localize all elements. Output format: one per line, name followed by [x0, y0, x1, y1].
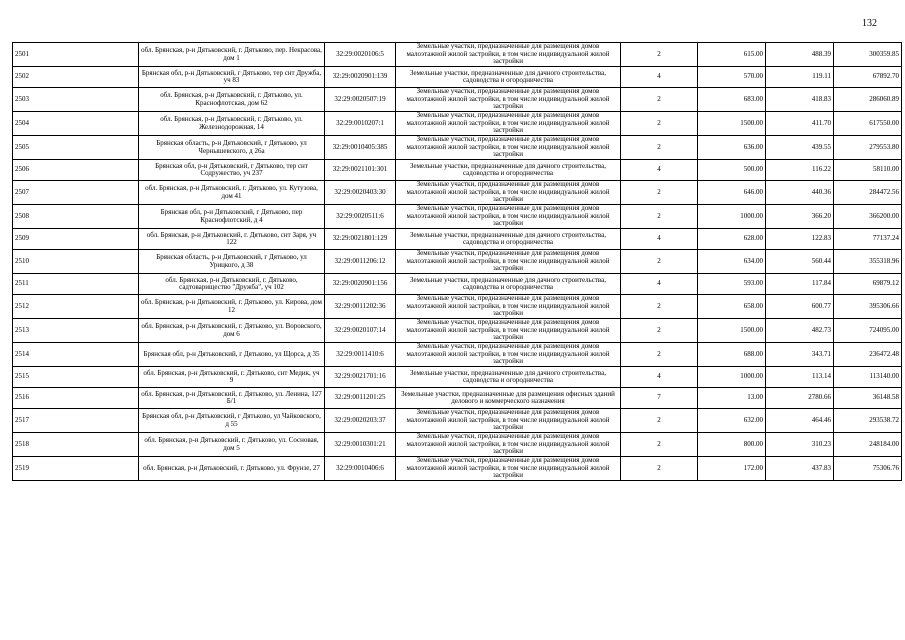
cadastral-value-cell: 355318.96 — [834, 250, 902, 274]
area-cell: 1500.00 — [698, 319, 766, 343]
permitted-use-cell: Земельные участки, предназначенные для размещения домов малоэтажной жилой застройки, в том числе индивидуальной жилой застройки — [396, 319, 621, 343]
cadastral-value-cell: 67892.70 — [834, 67, 902, 88]
row-number-cell: 2508 — [13, 205, 139, 229]
address-cell: Брянская обл, р-н Дятьковский, г Дятьково, тер снт Дружба, уч 83 — [139, 67, 325, 88]
cadastral-number-cell: 32:29:0011206:12 — [325, 250, 396, 274]
specific-value-cell: 464.46 — [766, 409, 834, 433]
cadastral-value-cell: 279553.80 — [834, 136, 902, 160]
group-cell: 2 — [621, 319, 698, 343]
group-cell: 2 — [621, 295, 698, 319]
specific-value-cell: 343.71 — [766, 343, 834, 367]
table-row — [13, 205, 902, 229]
group-cell: 2 — [621, 181, 698, 205]
cadastral-value-cell: 395306.66 — [834, 295, 902, 319]
area-cell: 683.00 — [698, 88, 766, 112]
permitted-use-cell: Земельные участки, предназначенные для дачного строительства, садоводства и огородничества — [396, 160, 621, 181]
table-row — [13, 136, 902, 160]
address-cell: обл. Брянская, р-н Дятьковский, г. Дятьково, снт Заря, уч 122 — [139, 229, 325, 250]
cadastral-number-cell: 32:29:0011410:6 — [325, 343, 396, 367]
row-number-cell: 2507 — [13, 181, 139, 205]
area-cell: 628.00 — [698, 229, 766, 250]
table-row — [13, 295, 902, 319]
table-row — [13, 367, 902, 388]
area-cell: 1500.00 — [698, 112, 766, 136]
area-cell: 593.00 — [698, 274, 766, 295]
specific-value-cell: 418.83 — [766, 88, 834, 112]
cadastral-value-cell: 366200.00 — [834, 205, 902, 229]
table-row — [13, 274, 902, 295]
row-number-cell: 2516 — [13, 388, 139, 409]
group-cell: 2 — [621, 88, 698, 112]
specific-value-cell: 560.44 — [766, 250, 834, 274]
address-cell: обл. Брянская, р-н Дятьковский, г. Дятьково, пер. Некрасова, дом 1 — [139, 43, 325, 67]
cadastral-number-cell: 32:29:0020901:139 — [325, 67, 396, 88]
row-number-cell: 2506 — [13, 160, 139, 181]
group-cell: 7 — [621, 388, 698, 409]
cadastral-value-cell: 77137.24 — [834, 229, 902, 250]
group-cell: 2 — [621, 457, 698, 481]
cadastral-number-cell: 32:29:0021101:301 — [325, 160, 396, 181]
permitted-use-cell: Земельные участки, предназначенные для размещения домов малоэтажной жилой застройки, в том числе индивидуальной жилой застройки — [396, 343, 621, 367]
area-cell: 500.00 — [698, 160, 766, 181]
table-row — [13, 112, 902, 136]
specific-value-cell: 117.84 — [766, 274, 834, 295]
cadastral-number-cell: 32:29:0020901:156 — [325, 274, 396, 295]
area-cell: 570.00 — [698, 67, 766, 88]
address-cell: обл. Брянская, р-н Дятьковский, г. Дятьково, ул. Краснофлотская, дом 62 — [139, 88, 325, 112]
specific-value-cell: 488.39 — [766, 43, 834, 67]
cadastral-value-cell: 69879.12 — [834, 274, 902, 295]
permitted-use-cell: Земельные участки, предназначенные для дачного строительства, садоводства и огородничества — [396, 229, 621, 250]
row-number-cell: 2501 — [13, 43, 139, 67]
table-row — [13, 409, 902, 433]
cadastral-value-cell: 293538.72 — [834, 409, 902, 433]
address-cell: Брянская обл, р-н Дятьковский, г Дятьково, ул Чайковского, д 55 — [139, 409, 325, 433]
specific-value-cell: 2780.66 — [766, 388, 834, 409]
area-cell: 1000.00 — [698, 367, 766, 388]
specific-value-cell: 122.83 — [766, 229, 834, 250]
row-number-cell: 2504 — [13, 112, 139, 136]
specific-value-cell: 411.70 — [766, 112, 834, 136]
area-cell: 615.00 — [698, 43, 766, 67]
row-number-cell: 2519 — [13, 457, 139, 481]
group-cell: 2 — [621, 250, 698, 274]
cadastral-value-cell: 724095.00 — [834, 319, 902, 343]
area-cell: 688.00 — [698, 343, 766, 367]
permitted-use-cell: Земельные участки, предназначенные для дачного строительства, садоводства и огородничества — [396, 367, 621, 388]
permitted-use-cell: Земельные участки, предназначенные для размещения домов малоэтажной жилой застройки, в том числе индивидуальной жилой застройки — [396, 433, 621, 457]
row-number-cell: 2518 — [13, 433, 139, 457]
cadastral-number-cell: 32:29:0020106:5 — [325, 43, 396, 67]
row-number-cell: 2502 — [13, 67, 139, 88]
cadastral-value-cell: 113140.00 — [834, 367, 902, 388]
specific-value-cell: 310.23 — [766, 433, 834, 457]
area-cell: 658.00 — [698, 295, 766, 319]
table-row — [13, 388, 902, 409]
table-row — [13, 343, 902, 367]
address-cell: обл. Брянская, р-н Дятьковский, г. Дятьково, ул. Фрунзе, 27 — [139, 457, 325, 481]
permitted-use-cell: Земельные участки, предназначенные для размещения домов малоэтажной жилой застройки, в том числе индивидуальной жилой застройки — [396, 88, 621, 112]
table-row — [13, 457, 902, 481]
specific-value-cell: 482.73 — [766, 319, 834, 343]
group-cell: 2 — [621, 205, 698, 229]
cadastral-number-cell: 32:29:0010406:6 — [325, 457, 396, 481]
row-number-cell: 2517 — [13, 409, 139, 433]
row-number-cell: 2510 — [13, 250, 139, 274]
cadastral-value-cell: 617550.00 — [834, 112, 902, 136]
permitted-use-cell: Земельные участки, предназначенные для размещения домов малоэтажной жилой застройки, в том числе индивидуальной жилой застройки — [396, 181, 621, 205]
group-cell: 4 — [621, 229, 698, 250]
group-cell: 4 — [621, 274, 698, 295]
cadastral-number-cell: 32:29:0020107:14 — [325, 319, 396, 343]
permitted-use-cell: Земельные участки, предназначенные для дачного строительства, садоводства и огородничества — [396, 67, 621, 88]
cadastral-number-cell: 32:29:0020511:6 — [325, 205, 396, 229]
cadastral-value-cell: 248184.00 — [834, 433, 902, 457]
cadastral-value-cell: 284472.56 — [834, 181, 902, 205]
address-cell: обл. Брянская, р-н Дятьковский, г. Дятьково, ул. Сосновая, дом 5 — [139, 433, 325, 457]
cadastral-number-cell: 32:29:0021801:129 — [325, 229, 396, 250]
address-cell: Брянская обл, р-н Дятьковский, г Дятьково, ул Щорса, д 35 — [139, 343, 325, 367]
permitted-use-cell: Земельные участки, предназначенные для размещения домов малоэтажной жилой застройки, в том числе индивидуальной жилой застройки — [396, 457, 621, 481]
area-cell: 632.00 — [698, 409, 766, 433]
specific-value-cell: 113.14 — [766, 367, 834, 388]
address-cell: обл. Брянская, р-н Дятьковский, г. Дятьково, ул. Железнодорожная, 14 — [139, 112, 325, 136]
cadastral-number-cell: 32:29:0020403:30 — [325, 181, 396, 205]
row-number-cell: 2513 — [13, 319, 139, 343]
specific-value-cell: 439.55 — [766, 136, 834, 160]
group-cell: 2 — [621, 433, 698, 457]
table-row — [13, 88, 902, 112]
area-cell: 636.00 — [698, 136, 766, 160]
table-row — [13, 67, 902, 88]
address-cell: обл. Брянская, р-н Дятьковский, г. Дятьково, ул. Воровского, дом 6 — [139, 319, 325, 343]
permitted-use-cell: Земельные участки, предназначенные для размещения домов малоэтажной жилой застройки, в том числе индивидуальной жилой застройки — [396, 295, 621, 319]
specific-value-cell: 366.20 — [766, 205, 834, 229]
group-cell: 4 — [621, 367, 698, 388]
permitted-use-cell: Земельные участки, предназначенные для дачного строительства, садоводства и огородничества — [396, 274, 621, 295]
table-row — [13, 43, 902, 67]
cadastral-number-cell: 32:29:0010301:21 — [325, 433, 396, 457]
area-cell: 800.00 — [698, 433, 766, 457]
row-number-cell: 2514 — [13, 343, 139, 367]
table-row — [13, 229, 902, 250]
cadastral-value-cell: 58110.00 — [834, 160, 902, 181]
table-row — [13, 319, 902, 343]
permitted-use-cell: Земельные участки, предназначенные для размещения офисных зданий делового и коммерческого назначения — [396, 388, 621, 409]
table-row — [13, 181, 902, 205]
cadastral-value-cell: 236472.48 — [834, 343, 902, 367]
permitted-use-cell: Земельные участки, предназначенные для размещения домов малоэтажной жилой застройки, в том числе индивидуальной жилой застройки — [396, 43, 621, 67]
row-number-cell: 2509 — [13, 229, 139, 250]
address-cell: обл. Брянская, р-н Дятьковский, г. Дятьково, садтоварищество "Дружба", уч 102 — [139, 274, 325, 295]
cadastral-number-cell: 32:29:0021701:16 — [325, 367, 396, 388]
group-cell: 2 — [621, 112, 698, 136]
page-number: 132 — [862, 18, 877, 29]
specific-value-cell: 437.83 — [766, 457, 834, 481]
cadastral-number-cell: 32:29:0011202:36 — [325, 295, 396, 319]
permitted-use-cell: Земельные участки, предназначенные для размещения домов малоэтажной жилой застройки, в том числе индивидуальной жилой застройки — [396, 205, 621, 229]
area-cell: 13.00 — [698, 388, 766, 409]
cadastral-number-cell: 32:29:0020203:37 — [325, 409, 396, 433]
area-cell: 172.00 — [698, 457, 766, 481]
row-number-cell: 2505 — [13, 136, 139, 160]
cadastral-value-cell: 75306.76 — [834, 457, 902, 481]
permitted-use-cell: Земельные участки, предназначенные для размещения домов малоэтажной жилой застройки, в том числе индивидуальной жилой застройки — [396, 250, 621, 274]
specific-value-cell: 440.36 — [766, 181, 834, 205]
address-cell: обл. Брянская, р-н Дятьковский, г. Дятьково, ул. Кутузова, дом 41 — [139, 181, 325, 205]
address-cell: Брянская область, р-н Дятьковский, г Дятьково, ул Урицкого, д 38 — [139, 250, 325, 274]
specific-value-cell: 116.22 — [766, 160, 834, 181]
address-cell: Брянская обл, р-н Дятьковский, г Дятьково, пер Краснофлотский, д 4 — [139, 205, 325, 229]
row-number-cell: 2515 — [13, 367, 139, 388]
group-cell: 2 — [621, 43, 698, 67]
cadastral-number-cell: 32:29:0010405:385 — [325, 136, 396, 160]
row-number-cell: 2511 — [13, 274, 139, 295]
group-cell: 4 — [621, 67, 698, 88]
group-cell: 2 — [621, 409, 698, 433]
address-cell: обл. Брянская, р-н Дятьковский, г. Дятьково, снт Медик, уч 9 — [139, 367, 325, 388]
address-cell: обл. Брянская, р-н Дятьковский, г. Дятьково, ул. Ленина, 127 Б/1 — [139, 388, 325, 409]
address-cell: обл. Брянская, р-н Дятьковский, г. Дятьково, ул. Кирова, дом 12 — [139, 295, 325, 319]
cadastral-number-cell: 32:29:0011201:25 — [325, 388, 396, 409]
table-row — [13, 160, 902, 181]
table-row — [13, 250, 902, 274]
cadastral-number-cell: 32:29:0010207:1 — [325, 112, 396, 136]
group-cell: 2 — [621, 343, 698, 367]
area-cell: 634.00 — [698, 250, 766, 274]
cadastral-value-table — [12, 42, 902, 481]
table-row — [13, 433, 902, 457]
area-cell: 1000.00 — [698, 205, 766, 229]
row-number-cell: 2503 — [13, 88, 139, 112]
permitted-use-cell: Земельные участки, предназначенные для размещения домов малоэтажной жилой застройки, в том числе индивидуальной жилой застройки — [396, 409, 621, 433]
table-body — [13, 43, 902, 481]
group-cell: 2 — [621, 136, 698, 160]
cadastral-value-cell: 300359.85 — [834, 43, 902, 67]
cadastral-number-cell: 32:29:0020507:19 — [325, 88, 396, 112]
address-cell: Брянская обл, р-н Дятьковский, г Дятьково, тер снт Содружество, уч 237 — [139, 160, 325, 181]
cadastral-value-cell: 286060.89 — [834, 88, 902, 112]
row-number-cell: 2512 — [13, 295, 139, 319]
permitted-use-cell: Земельные участки, предназначенные для размещения домов малоэтажной жилой застройки, в том числе индивидуальной жилой застройки — [396, 112, 621, 136]
specific-value-cell: 600.77 — [766, 295, 834, 319]
address-cell: Брянская область, р-н Дятьковский, г Дятьково, ул Чернышевского, д 26а — [139, 136, 325, 160]
area-cell: 646.00 — [698, 181, 766, 205]
cadastral-value-cell: 36148.58 — [834, 388, 902, 409]
permitted-use-cell: Земельные участки, предназначенные для размещения домов малоэтажной жилой застройки, в том числе индивидуальной жилой застройки — [396, 136, 621, 160]
group-cell: 4 — [621, 160, 698, 181]
specific-value-cell: 119.11 — [766, 67, 834, 88]
